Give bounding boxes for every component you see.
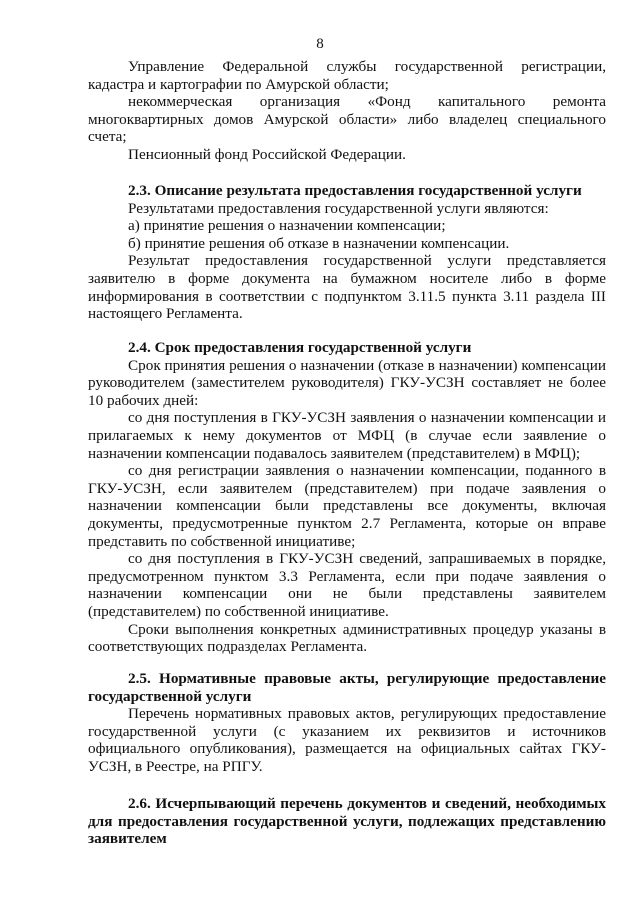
page-number: 8 <box>316 36 324 52</box>
paragraph-pension-fund: Пенсионный фонд Российской Федерации. <box>128 145 406 163</box>
section-2-4 <box>88 339 606 656</box>
list-item-b: б) принятие решения об отказе в назначении компенсации. <box>128 234 510 252</box>
section-2-5 <box>88 670 606 776</box>
paragraph-from-mfc: со дня поступления в ГКУ-УСЗН заявления о назначении компенсации и прилагаемых к нему документов от МФЦ (в случае если заявление о назначении компенсации подавалось заявителем (представителем) в МФЦ); <box>88 409 606 462</box>
paragraph-decision-term: Срок принятия решения о назначении (отказе в назначении) компенсации руководителем (заместителем руководителя) ГКУ-УСЗН составляет не более 10 рабочих дней: <box>88 356 606 409</box>
section-2-6 <box>88 795 606 848</box>
section-heading-2-4: 2.4. Срок предоставления государственной услуги <box>128 339 472 356</box>
paragraph-rosreestr: Управление Федеральной службы государственной регистрации, кадастра и картографии по Амурской области; <box>88 58 606 93</box>
paragraph-procedure-terms: Сроки выполнения конкретных административных процедур указаны в соответствующих подразделах Регламента. <box>88 620 606 656</box>
section-heading-2-3: 2.3. Описание результата предоставления государственной услуги <box>128 182 582 199</box>
paragraph-capital-repair-fund: некоммерческая организация «Фонд капитального ремонта многоквартирных домов Амурской области» либо владелец специального счета; <box>88 93 606 146</box>
section-heading-2-5: 2.5. Нормативные правовые акты, регулирующие предоставление государственной услуги <box>88 670 606 705</box>
section-heading-2-6: 2.6. Исчерпывающий перечень документов и сведений, необходимых для предоставления государственной услуги, подлежащих представлению заявителем <box>88 795 606 848</box>
paragraph-from-requested-info: со дня поступления в ГКУ-УСЗН сведений, запрашиваемых в порядке, предусмотренном пунктом 3.3 Регламента, если при подаче заявления о назначении компенсации они не были представлены заявителем (представителем) по собственной инициативе. <box>88 550 606 620</box>
section-2-3 <box>88 182 606 323</box>
list-item-a: а) принятие решения о назначении компенсации; <box>128 217 446 235</box>
paragraph-results-intro: Результатами предоставления государственной услуги являются: <box>128 199 549 217</box>
paragraph-from-registration: со дня регистрации заявления о назначении компенсации, поданного в ГКУ-УСЗН, если заявителем (представителем) при подаче заявления о назначении компенсации были представлены все документы, включая документы, предусмотренные пунктом 2.7 Регламента, которые он вправе представить по собственной инициативе; <box>88 462 606 550</box>
paragraph-legal-acts-list: Перечень нормативных правовых актов, регулирующих предоставление государственной услуги (с указанием их реквизитов и источников официального опубликования), размещается на официальных сайтах ГКУ-УСЗН, в Реестре, на РПГУ. <box>88 705 606 775</box>
paragraph-result-form: Результат предоставления государственной услуги представляется заявителю в форме документа на бумажном носителе либо в форме информирования в соответствии с подпунктом 3.11.5 пункта 3.11 раздела III настоящего Регламента. <box>88 252 606 323</box>
top-list <box>88 58 606 164</box>
